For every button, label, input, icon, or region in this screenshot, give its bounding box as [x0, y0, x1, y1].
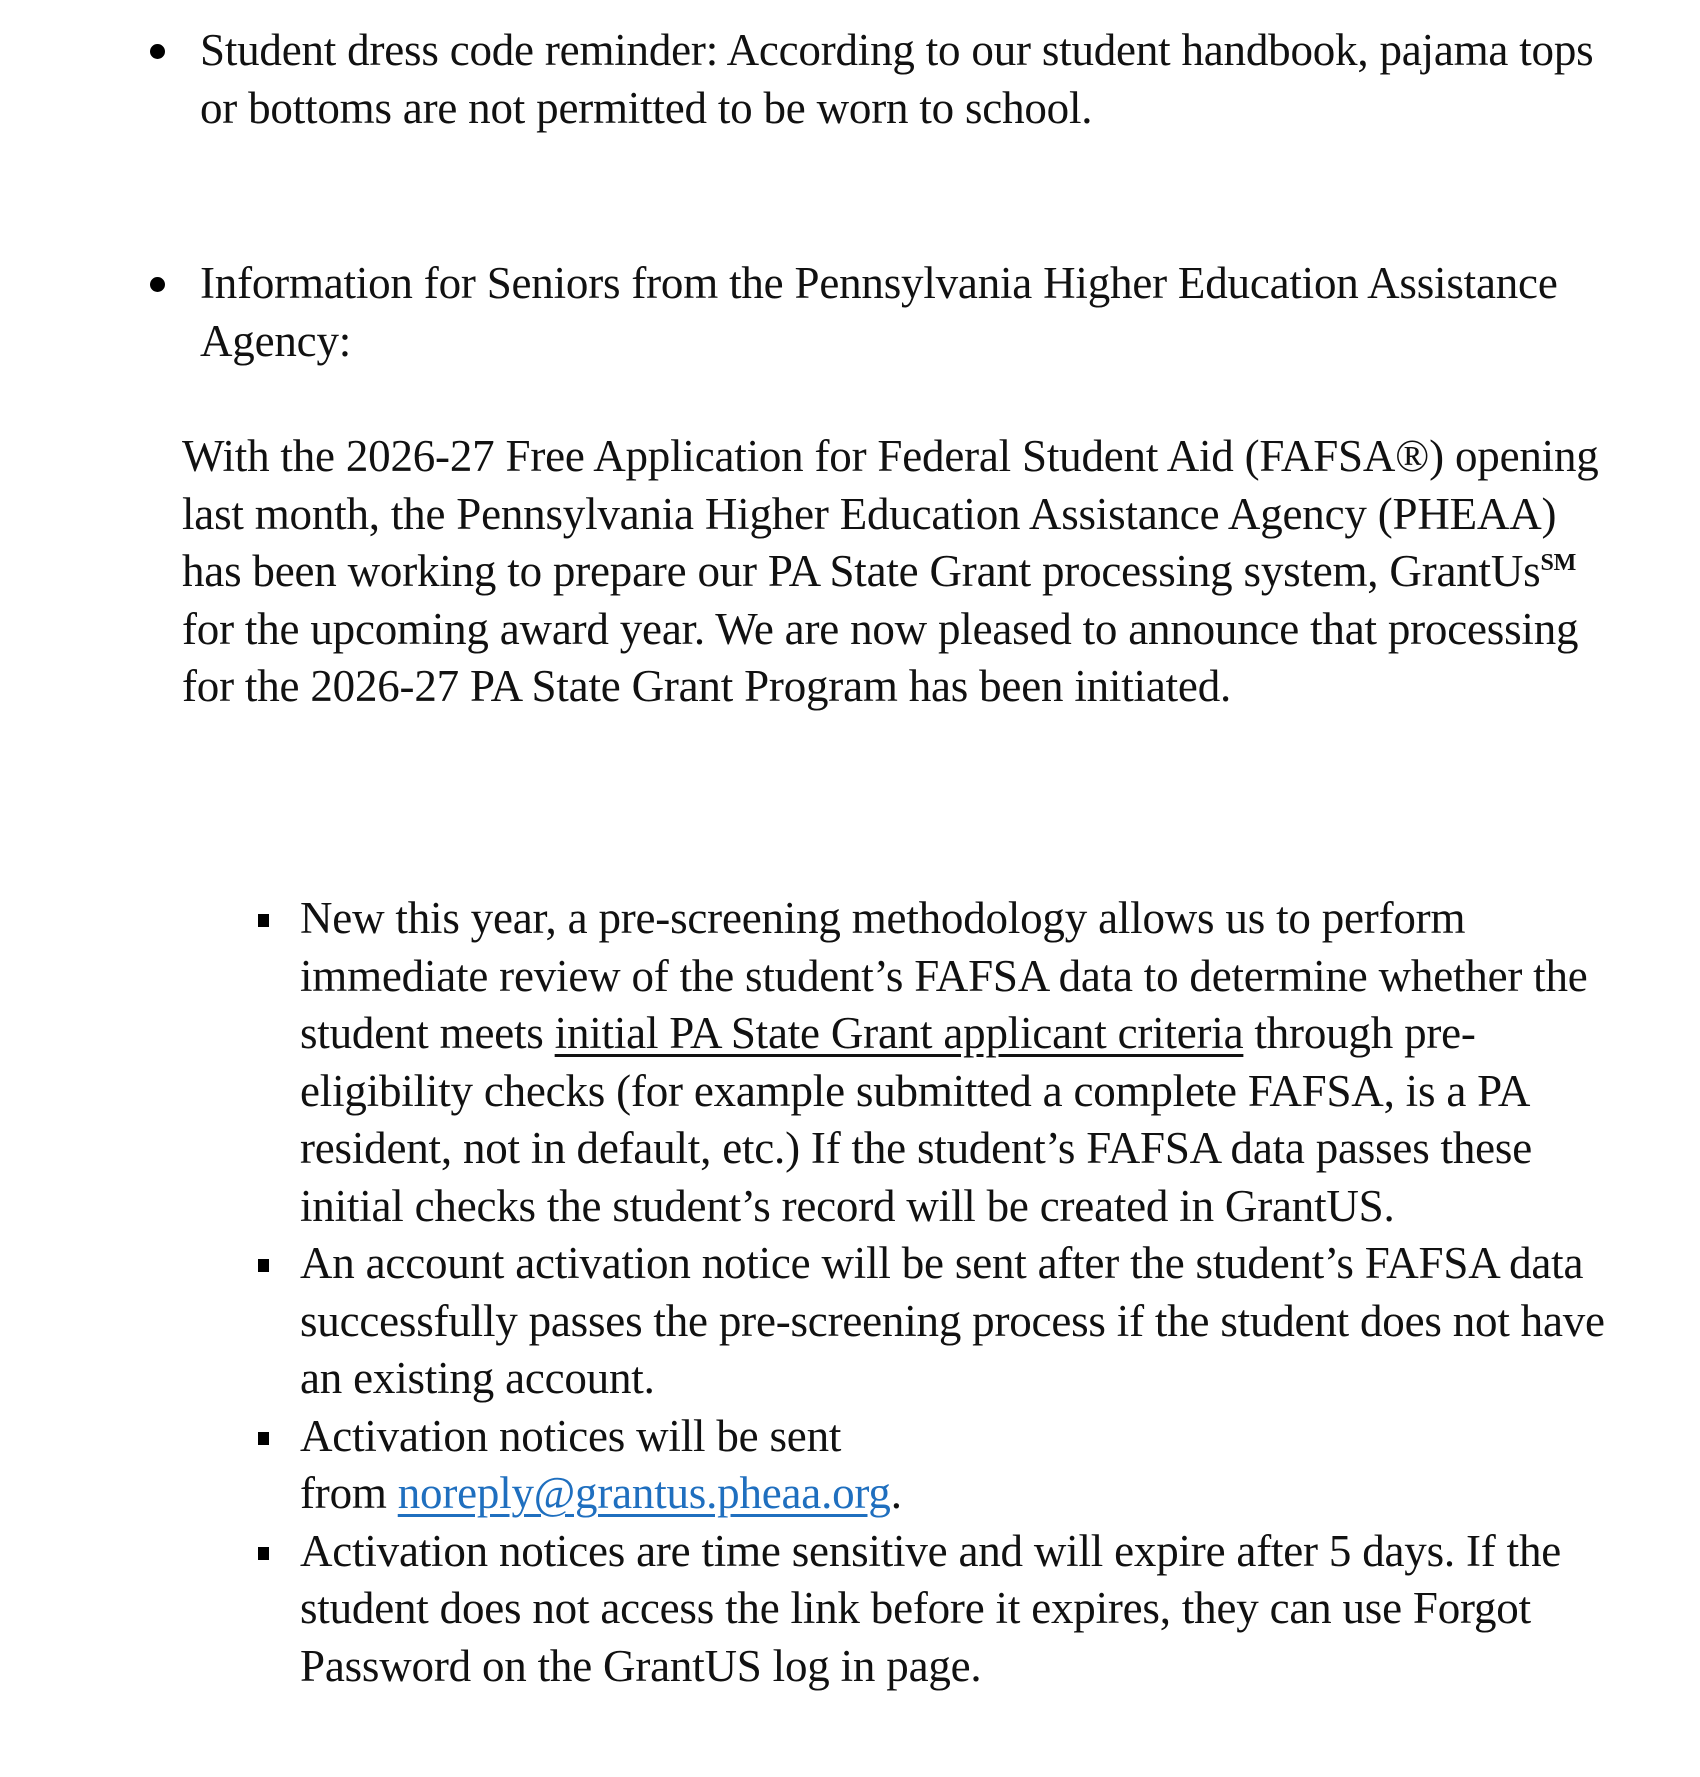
- list-item-dress-code: [150, 22, 1610, 137]
- seniors-info-heading: Information for Seniors from the Pennsylvania Higher Education Assistance Agency:: [200, 258, 1558, 366]
- pheaa-intro-paragraph: [182, 428, 1612, 716]
- applicant-criteria-link[interactable]: initial PA State Grant applicant criteria: [554, 1008, 1244, 1058]
- list-item-activation-notice: [258, 1235, 1638, 1408]
- list-item-prescreening: [258, 890, 1638, 1235]
- list-item-activation-sender: [258, 1408, 1638, 1523]
- bullet-square-icon: [258, 1547, 269, 1560]
- bullet-square-icon: [258, 914, 269, 927]
- intro-text-part2: for the upcoming award year. We are now pleased to announce that processing for the 2026-27 PA State Grant Program has been initiated.: [182, 603, 1579, 711]
- bullet-square-icon: [258, 1432, 269, 1445]
- activation-sender-line1: Activation notices will be sent: [300, 1410, 842, 1461]
- announcement-list-dress-code: [150, 22, 1610, 137]
- bullet-square-icon: [258, 1259, 269, 1272]
- announcement-list-seniors: [150, 255, 1610, 370]
- bullet-dot-icon: [150, 44, 165, 59]
- pheaa-details-list: [258, 890, 1638, 1695]
- bullet-dot-icon: [150, 277, 165, 292]
- service-mark: SM: [1540, 550, 1577, 576]
- activation-sender-trailing: .: [890, 1468, 902, 1518]
- prescreening-text-after: through pre-eligibility checks (for example submitted a complete FAFSA, is a PA resident, not in default, etc.) If the student’s FAFSA data passes these initial checks the student’s record will be created in GrantUS.: [300, 1008, 1533, 1231]
- activation-expiry-text: Activation notices are time sensitive and will expire after 5 days. If the student does not access the link before it expires, they can use Forgot Password on the GrantUS log in page.: [300, 1525, 1562, 1691]
- activation-sender-from: from: [300, 1468, 398, 1518]
- prescreening-text-before: New this year, a pre-screening methodology allows us to perform immediate review of the student’s FAFSA data to determine whether the student meets: [300, 893, 1588, 1058]
- list-item-seniors-info: [150, 255, 1610, 370]
- dress-code-text: Student dress code reminder: According to our student handbook, pajama tops or bottoms are not permitted to be worn to school.: [200, 25, 1594, 133]
- activation-notice-text: An account activation notice will be sent after the student’s FAFSA data successfully passes the pre-screening process if the student does not have an existing account.: [300, 1238, 1605, 1403]
- list-item-activation-expiry: [258, 1523, 1638, 1696]
- noreply-email-link[interactable]: noreply@grantus.pheaa.org: [397, 1468, 891, 1518]
- intro-text-part1: With the 2026-27 Free Application for Federal Student Aid (FAFSA®) opening last month, the Pennsylvania Higher Education Assistance Agency (PHEAA) has been working to prepare our PA State Grant processing system, GrantUs: [182, 431, 1599, 596]
